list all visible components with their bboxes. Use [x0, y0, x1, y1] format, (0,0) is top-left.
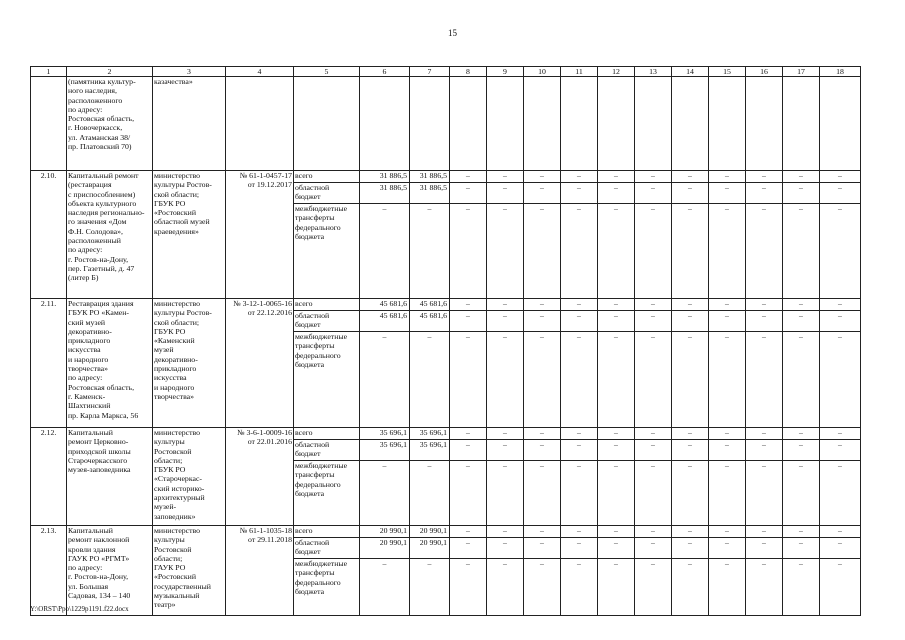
year-amount-dash: – [524, 311, 561, 332]
empty-cell [360, 77, 410, 171]
column-header: 18 [820, 67, 861, 77]
column-header: 12 [598, 67, 635, 77]
year-amount-dash: – [709, 526, 746, 538]
year-amount-dash: – [598, 332, 635, 428]
year-amount-dash: – [635, 299, 672, 311]
empty-cell [450, 77, 487, 171]
year-amount: 45 681,6 [410, 311, 450, 332]
year-amount-dash: – [820, 332, 861, 428]
empty-cell [487, 77, 524, 171]
table-row [31, 428, 861, 440]
year-amount-dash: – [709, 299, 746, 311]
year-amount: 31 886,5 [410, 183, 450, 204]
year-amount-dash: – [672, 332, 709, 428]
year-amount-dash: – [598, 204, 635, 299]
year-amount-dash: – [450, 559, 487, 616]
year-amount-dash: – [561, 461, 598, 526]
year-amount-dash: – [820, 204, 861, 299]
year-amount-dash: – [672, 559, 709, 616]
empty-cell [598, 77, 635, 171]
year-amount-dash: – [450, 183, 487, 204]
row-number [31, 77, 67, 171]
year-amount-dash: – [672, 538, 709, 559]
year-amount-dash: – [487, 204, 524, 299]
year-amount-dash: – [746, 204, 783, 299]
year-amount-dash: – [561, 332, 598, 428]
year-amount-dash: – [820, 428, 861, 440]
year-amount-dash: – [487, 428, 524, 440]
row-number: 2.10. [31, 171, 67, 299]
year-amount-dash: – [746, 183, 783, 204]
year-amount-dash: – [672, 183, 709, 204]
year-amount: – [410, 332, 450, 428]
year-amount-dash: – [450, 526, 487, 538]
row-number: 2.11. [31, 299, 67, 428]
year-amount-dash: – [709, 204, 746, 299]
expertise-conclusion: № 3-6-1-0009-16 от 22.01.2016 [226, 428, 294, 526]
year-amount-dash: – [783, 171, 820, 183]
year-amount-dash: – [524, 332, 561, 428]
year-amount-dash: – [598, 311, 635, 332]
year-amount-dash: – [746, 559, 783, 616]
responsible-org: казачества» [153, 77, 226, 171]
column-header: 2 [67, 67, 153, 77]
year-amount-dash: – [783, 204, 820, 299]
year-amount-dash: – [783, 526, 820, 538]
year-amount-dash: – [820, 538, 861, 559]
year-amount-dash: – [783, 183, 820, 204]
total-amount: 20 990,1 [360, 526, 410, 538]
year-amount: – [410, 559, 450, 616]
funding-source: областной бюджет [294, 440, 360, 461]
empty-cell [709, 77, 746, 171]
year-amount-dash: – [524, 440, 561, 461]
column-header: 16 [746, 67, 783, 77]
funding-source: областной бюджет [294, 538, 360, 559]
year-amount-dash: – [598, 171, 635, 183]
year-amount-dash: – [746, 526, 783, 538]
year-amount-dash: – [450, 299, 487, 311]
year-amount-dash: – [524, 559, 561, 616]
year-amount-dash: – [598, 183, 635, 204]
year-amount-dash: – [820, 440, 861, 461]
year-amount-dash: – [672, 311, 709, 332]
year-amount-dash: – [450, 204, 487, 299]
year-amount-dash: – [524, 204, 561, 299]
year-amount-dash: – [746, 171, 783, 183]
year-amount-dash: – [450, 440, 487, 461]
year-amount-dash: – [635, 526, 672, 538]
year-amount-dash: – [635, 440, 672, 461]
column-header: 1 [31, 67, 67, 77]
column-header: 6 [360, 67, 410, 77]
funding-source: всего [294, 299, 360, 311]
row-number: 2.12. [31, 428, 67, 526]
year-amount: – [410, 461, 450, 526]
object-name: Капитальный ремонт наклонной кровли здания ГАУК РО «РГМТ» по адресу: г. Ростов-на-Дону, ул. Большая Садовая, 134 – 140 [67, 526, 153, 616]
year-amount-dash: – [598, 526, 635, 538]
year-amount-dash: – [524, 183, 561, 204]
object-name: Капитальный ремонт Церковно- приходской школы Старочеркасского музея-заповедника [67, 428, 153, 526]
year-amount-dash: – [450, 428, 487, 440]
year-amount-dash: – [820, 171, 861, 183]
year-amount-dash: – [672, 526, 709, 538]
year-amount-dash: – [450, 171, 487, 183]
column-header: 8 [450, 67, 487, 77]
year-amount-dash: – [783, 299, 820, 311]
year-amount-dash: – [598, 299, 635, 311]
year-amount: 35 696,1 [410, 440, 450, 461]
object-name: (памятника культур- ного наследия, расположенного по адресу: Ростовская область, г. Новочеркасск, ул. Атаманская 38/ пр. Платовский 70) [67, 77, 153, 171]
column-header: 17 [783, 67, 820, 77]
year-amount-dash: – [635, 538, 672, 559]
year-amount-dash: – [598, 559, 635, 616]
table-row [31, 171, 861, 183]
empty-cell [746, 77, 783, 171]
empty-cell [783, 77, 820, 171]
column-header: 15 [709, 67, 746, 77]
year-amount-dash: – [487, 332, 524, 428]
year-amount-dash: – [561, 204, 598, 299]
table-row [31, 526, 861, 538]
year-amount-dash: – [635, 461, 672, 526]
total-amount: 45 681,6 [360, 311, 410, 332]
year-amount-dash: – [746, 311, 783, 332]
year-amount-dash: – [672, 461, 709, 526]
year-amount-dash: – [672, 204, 709, 299]
responsible-org: министерство культуры Ростовской области; ГАУК РО «Ростовский государственный музыкальный театр» [153, 526, 226, 616]
year-amount-dash: – [672, 171, 709, 183]
year-amount-dash: – [561, 299, 598, 311]
year-amount-dash: – [672, 299, 709, 311]
empty-cell [561, 77, 598, 171]
page-number: 15 [448, 28, 457, 38]
year-amount: 45 681,6 [410, 299, 450, 311]
total-amount: 20 990,1 [360, 538, 410, 559]
year-amount-dash: – [561, 538, 598, 559]
year-amount-dash: – [709, 183, 746, 204]
file-path-footer: Y:\ORST\Ppo\1229p1191.f22.docx [30, 605, 129, 613]
responsible-org: министерство культуры Ростовской области; ГБУК РО «Старочеркас- ский историко- архитектурный музей- заповедник» [153, 428, 226, 526]
year-amount-dash: – [450, 538, 487, 559]
year-amount-dash: – [561, 440, 598, 461]
column-header: 11 [561, 67, 598, 77]
year-amount-dash: – [561, 559, 598, 616]
empty-cell [820, 77, 861, 171]
year-amount-dash: – [450, 332, 487, 428]
year-amount-dash: – [487, 461, 524, 526]
column-header: 4 [226, 67, 294, 77]
total-amount: 31 886,5 [360, 171, 410, 183]
year-amount-dash: – [635, 171, 672, 183]
year-amount-dash: – [487, 538, 524, 559]
expertise-conclusion: № 61-1-1035-18 от 29.11.2018 [226, 526, 294, 616]
total-amount: – [360, 332, 410, 428]
column-header: 3 [153, 67, 226, 77]
year-amount-dash: – [598, 428, 635, 440]
year-amount-dash: – [524, 428, 561, 440]
column-header: 9 [487, 67, 524, 77]
year-amount-dash: – [820, 183, 861, 204]
total-amount: 31 886,5 [360, 183, 410, 204]
year-amount-dash: – [524, 171, 561, 183]
year-amount-dash: – [635, 311, 672, 332]
empty-cell [672, 77, 709, 171]
header-row [31, 67, 861, 77]
year-amount-dash: – [783, 538, 820, 559]
year-amount-dash: – [820, 526, 861, 538]
year-amount: – [410, 204, 450, 299]
year-amount-dash: – [709, 332, 746, 428]
year-amount-dash: – [561, 171, 598, 183]
empty-cell [635, 77, 672, 171]
year-amount-dash: – [450, 461, 487, 526]
year-amount-dash: – [635, 204, 672, 299]
year-amount-dash: – [561, 183, 598, 204]
year-amount-dash: – [561, 526, 598, 538]
year-amount-dash: – [709, 538, 746, 559]
year-amount-dash: – [487, 311, 524, 332]
year-amount-dash: – [746, 332, 783, 428]
year-amount-dash: – [561, 428, 598, 440]
funding-source: межбюджетные трансферты федерального бюджета [294, 332, 360, 428]
object-name: Реставрация здания ГБУК РО «Камен- ский музей декоративно- прикладного искусства и народного творчества» по адресу: Ростовская область, г. Каменск- Шахтинский пр. Карла Маркса, 56 [67, 299, 153, 428]
year-amount-dash: – [783, 428, 820, 440]
table-row [31, 77, 861, 171]
funding-source: областной бюджет [294, 183, 360, 204]
year-amount-dash: – [487, 299, 524, 311]
year-amount-dash: – [746, 440, 783, 461]
empty-cell [294, 77, 360, 171]
year-amount-dash: – [783, 461, 820, 526]
year-amount-dash: – [709, 311, 746, 332]
funding-source: межбюджетные трансферты федерального бюджета [294, 559, 360, 616]
year-amount-dash: – [635, 559, 672, 616]
year-amount-dash: – [487, 171, 524, 183]
year-amount-dash: – [820, 311, 861, 332]
year-amount-dash: – [709, 171, 746, 183]
year-amount-dash: – [524, 526, 561, 538]
year-amount-dash: – [709, 461, 746, 526]
year-amount-dash: – [561, 311, 598, 332]
funding-source: всего [294, 428, 360, 440]
funding-source: всего [294, 171, 360, 183]
year-amount: 20 990,1 [410, 526, 450, 538]
total-amount: 35 696,1 [360, 428, 410, 440]
object-name: Капитальный ремонт (реставрация с приспособлением) объекта культурного наследия регионально- го значения «Дом Ф.Н. Солодова», расположенный по адресу: г. Ростов-на-Дону, пер. Газетный, д. 47 (литер Б) [67, 171, 153, 299]
year-amount-dash: – [820, 559, 861, 616]
expertise-conclusion [226, 77, 294, 171]
responsible-org: министерство культуры Ростов- ской области; ГБУК РО «Каменский музей декоративно- прикладного искусства и народного творчества» [153, 299, 226, 428]
year-amount-dash: – [820, 461, 861, 526]
empty-cell [410, 77, 450, 171]
column-header: 10 [524, 67, 561, 77]
year-amount-dash: – [709, 428, 746, 440]
year-amount-dash: – [487, 526, 524, 538]
year-amount-dash: – [450, 311, 487, 332]
total-amount: – [360, 204, 410, 299]
year-amount-dash: – [783, 559, 820, 616]
total-amount: – [360, 559, 410, 616]
year-amount-dash: – [487, 440, 524, 461]
year-amount-dash: – [635, 183, 672, 204]
funding-source: областной бюджет [294, 311, 360, 332]
year-amount-dash: – [487, 559, 524, 616]
funding-source: межбюджетные трансферты федерального бюджета [294, 204, 360, 299]
financing-table [30, 66, 861, 616]
funding-source: всего [294, 526, 360, 538]
year-amount: 35 696,1 [410, 428, 450, 440]
year-amount-dash: – [783, 311, 820, 332]
year-amount-dash: – [709, 559, 746, 616]
column-header: 14 [672, 67, 709, 77]
column-header: 13 [635, 67, 672, 77]
year-amount-dash: – [524, 538, 561, 559]
empty-cell [524, 77, 561, 171]
row-number: 2.13. [31, 526, 67, 616]
funding-source: межбюджетные трансферты федерального бюджета [294, 461, 360, 526]
year-amount-dash: – [746, 299, 783, 311]
year-amount-dash: – [820, 299, 861, 311]
year-amount: 31 886,5 [410, 171, 450, 183]
total-amount: 35 696,1 [360, 440, 410, 461]
table-row [31, 299, 861, 311]
year-amount-dash: – [598, 461, 635, 526]
year-amount-dash: – [746, 428, 783, 440]
column-header: 5 [294, 67, 360, 77]
year-amount-dash: – [709, 440, 746, 461]
year-amount-dash: – [672, 428, 709, 440]
year-amount-dash: – [746, 538, 783, 559]
responsible-org: министерство культуры Ростов- ской области; ГБУК РО «Ростовский областной музей краеведения» [153, 171, 226, 299]
year-amount-dash: – [783, 332, 820, 428]
expertise-conclusion: № 61-1-0457-17 от 19.12.2017 [226, 171, 294, 299]
year-amount-dash: – [672, 440, 709, 461]
total-amount: – [360, 461, 410, 526]
year-amount: 20 990,1 [410, 538, 450, 559]
year-amount-dash: – [746, 461, 783, 526]
column-header: 7 [410, 67, 450, 77]
year-amount-dash: – [635, 332, 672, 428]
year-amount-dash: – [598, 538, 635, 559]
year-amount-dash: – [524, 299, 561, 311]
total-amount: 45 681,6 [360, 299, 410, 311]
year-amount-dash: – [783, 440, 820, 461]
year-amount-dash: – [635, 428, 672, 440]
year-amount-dash: – [487, 183, 524, 204]
year-amount-dash: – [524, 461, 561, 526]
expertise-conclusion: № 3-12-1-0065-16 от 22.12.2016 [226, 299, 294, 428]
year-amount-dash: – [598, 440, 635, 461]
